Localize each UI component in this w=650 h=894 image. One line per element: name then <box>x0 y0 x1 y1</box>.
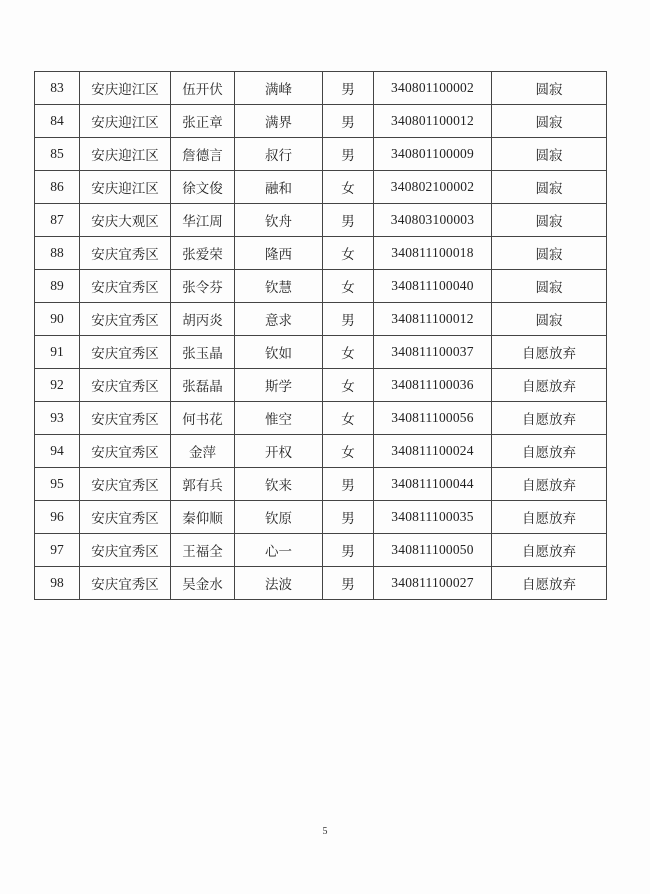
certificate-code-cell: 340811100040 <box>374 270 492 303</box>
reason-cell: 圆寂 <box>492 138 607 171</box>
row-number-cell: 97 <box>35 534 80 567</box>
page-number: 5 <box>322 826 328 837</box>
reason-cell: 自愿放弃 <box>492 435 607 468</box>
reason-cell: 圆寂 <box>492 105 607 138</box>
dharma-name-cell: 法波 <box>235 567 323 600</box>
name-cell: 何书花 <box>171 402 235 435</box>
gender-cell: 男 <box>323 534 374 567</box>
dharma-name-cell: 满峰 <box>235 72 323 105</box>
dharma-name-cell: 钦如 <box>235 336 323 369</box>
name-cell: 张磊晶 <box>171 369 235 402</box>
name-cell: 张爱荣 <box>171 237 235 270</box>
name-cell: 王福全 <box>171 534 235 567</box>
district-cell: 安庆迎江区 <box>80 138 171 171</box>
district-cell: 安庆宜秀区 <box>80 336 171 369</box>
certificate-code-cell: 340801100002 <box>374 72 492 105</box>
reason-cell: 圆寂 <box>492 204 607 237</box>
name-cell: 金萍 <box>171 435 235 468</box>
row-number-cell: 84 <box>35 105 80 138</box>
table-row <box>35 402 607 435</box>
certificate-code-cell: 340811100044 <box>374 468 492 501</box>
dharma-name-cell: 隆西 <box>235 237 323 270</box>
district-cell: 安庆宜秀区 <box>80 270 171 303</box>
name-cell: 张正章 <box>171 105 235 138</box>
table-row <box>35 204 607 237</box>
certificate-code-cell: 340811100012 <box>374 303 492 336</box>
dharma-name-cell: 钦慧 <box>235 270 323 303</box>
certificate-code-cell: 340802100002 <box>374 171 492 204</box>
gender-cell: 女 <box>323 402 374 435</box>
table-row <box>35 72 607 105</box>
table-row <box>35 303 607 336</box>
reason-cell: 自愿放弃 <box>492 501 607 534</box>
name-cell: 徐文俊 <box>171 171 235 204</box>
table-row <box>35 237 607 270</box>
row-number-cell: 85 <box>35 138 80 171</box>
certificate-code-cell: 340811100024 <box>374 435 492 468</box>
gender-cell: 女 <box>323 369 374 402</box>
dharma-name-cell: 融和 <box>235 171 323 204</box>
district-cell: 安庆宜秀区 <box>80 435 171 468</box>
district-cell: 安庆大观区 <box>80 204 171 237</box>
row-number-cell: 93 <box>35 402 80 435</box>
certificate-code-cell: 340811100027 <box>374 567 492 600</box>
name-cell: 伍开伏 <box>171 72 235 105</box>
name-cell: 詹德言 <box>171 138 235 171</box>
gender-cell: 男 <box>323 72 374 105</box>
row-number-cell: 87 <box>35 204 80 237</box>
table-row <box>35 171 607 204</box>
district-cell: 安庆迎江区 <box>80 171 171 204</box>
dharma-name-cell: 钦原 <box>235 501 323 534</box>
dharma-name-cell: 钦来 <box>235 468 323 501</box>
dharma-name-cell: 斯学 <box>235 369 323 402</box>
name-cell: 张玉晶 <box>171 336 235 369</box>
dharma-name-cell: 满界 <box>235 105 323 138</box>
table-row <box>35 468 607 501</box>
reason-cell: 圆寂 <box>492 270 607 303</box>
gender-cell: 男 <box>323 303 374 336</box>
gender-cell: 女 <box>323 435 374 468</box>
certificate-code-cell: 340811100018 <box>374 237 492 270</box>
certificate-code-cell: 340811100037 <box>374 336 492 369</box>
row-number-cell: 86 <box>35 171 80 204</box>
certificate-code-cell: 340803100003 <box>374 204 492 237</box>
district-cell: 安庆宜秀区 <box>80 303 171 336</box>
row-number-cell: 90 <box>35 303 80 336</box>
reason-cell: 圆寂 <box>492 171 607 204</box>
reason-cell: 自愿放弃 <box>492 567 607 600</box>
certificate-code-cell: 340811100035 <box>374 501 492 534</box>
row-number-cell: 94 <box>35 435 80 468</box>
reason-cell: 自愿放弃 <box>492 402 607 435</box>
gender-cell: 女 <box>323 336 374 369</box>
reason-cell: 自愿放弃 <box>492 336 607 369</box>
certificate-code-cell: 340811100050 <box>374 534 492 567</box>
gender-cell: 男 <box>323 105 374 138</box>
row-number-cell: 83 <box>35 72 80 105</box>
reason-cell: 圆寂 <box>492 237 607 270</box>
table-row <box>35 567 607 600</box>
dharma-name-cell: 钦舟 <box>235 204 323 237</box>
certificate-code-cell: 340801100009 <box>374 138 492 171</box>
row-number-cell: 91 <box>35 336 80 369</box>
row-number-cell: 88 <box>35 237 80 270</box>
row-number-cell: 96 <box>35 501 80 534</box>
name-cell: 张令芬 <box>171 270 235 303</box>
table-row <box>35 369 607 402</box>
district-cell: 安庆宜秀区 <box>80 534 171 567</box>
certificate-code-cell: 340811100056 <box>374 402 492 435</box>
gender-cell: 女 <box>323 171 374 204</box>
district-cell: 安庆迎江区 <box>80 105 171 138</box>
gender-cell: 男 <box>323 138 374 171</box>
district-cell: 安庆迎江区 <box>80 72 171 105</box>
table-row <box>35 435 607 468</box>
registry-table-body <box>35 72 607 600</box>
reason-cell: 自愿放弃 <box>492 369 607 402</box>
reason-cell: 圆寂 <box>492 303 607 336</box>
dharma-name-cell: 叔行 <box>235 138 323 171</box>
gender-cell: 男 <box>323 567 374 600</box>
table-row <box>35 336 607 369</box>
gender-cell: 男 <box>323 501 374 534</box>
gender-cell: 男 <box>323 468 374 501</box>
certificate-code-cell: 340801100012 <box>374 105 492 138</box>
name-cell: 吴金水 <box>171 567 235 600</box>
dharma-name-cell: 开权 <box>235 435 323 468</box>
district-cell: 安庆宜秀区 <box>80 237 171 270</box>
district-cell: 安庆宜秀区 <box>80 567 171 600</box>
district-cell: 安庆宜秀区 <box>80 369 171 402</box>
registry-table <box>34 71 607 600</box>
district-cell: 安庆宜秀区 <box>80 468 171 501</box>
table-row <box>35 138 607 171</box>
gender-cell: 女 <box>323 237 374 270</box>
name-cell: 郭有兵 <box>171 468 235 501</box>
district-cell: 安庆宜秀区 <box>80 402 171 435</box>
dharma-name-cell: 意求 <box>235 303 323 336</box>
name-cell: 华江周 <box>171 204 235 237</box>
dharma-name-cell: 惟空 <box>235 402 323 435</box>
reason-cell: 自愿放弃 <box>492 534 607 567</box>
dharma-name-cell: 心一 <box>235 534 323 567</box>
name-cell: 秦仰顺 <box>171 501 235 534</box>
row-number-cell: 89 <box>35 270 80 303</box>
row-number-cell: 98 <box>35 567 80 600</box>
district-cell: 安庆宜秀区 <box>80 501 171 534</box>
reason-cell: 自愿放弃 <box>492 468 607 501</box>
name-cell: 胡丙炎 <box>171 303 235 336</box>
row-number-cell: 92 <box>35 369 80 402</box>
table-row <box>35 270 607 303</box>
gender-cell: 男 <box>323 204 374 237</box>
reason-cell: 圆寂 <box>492 72 607 105</box>
certificate-code-cell: 340811100036 <box>374 369 492 402</box>
table-row <box>35 534 607 567</box>
gender-cell: 女 <box>323 270 374 303</box>
table-row <box>35 501 607 534</box>
row-number-cell: 95 <box>35 468 80 501</box>
table-row <box>35 105 607 138</box>
